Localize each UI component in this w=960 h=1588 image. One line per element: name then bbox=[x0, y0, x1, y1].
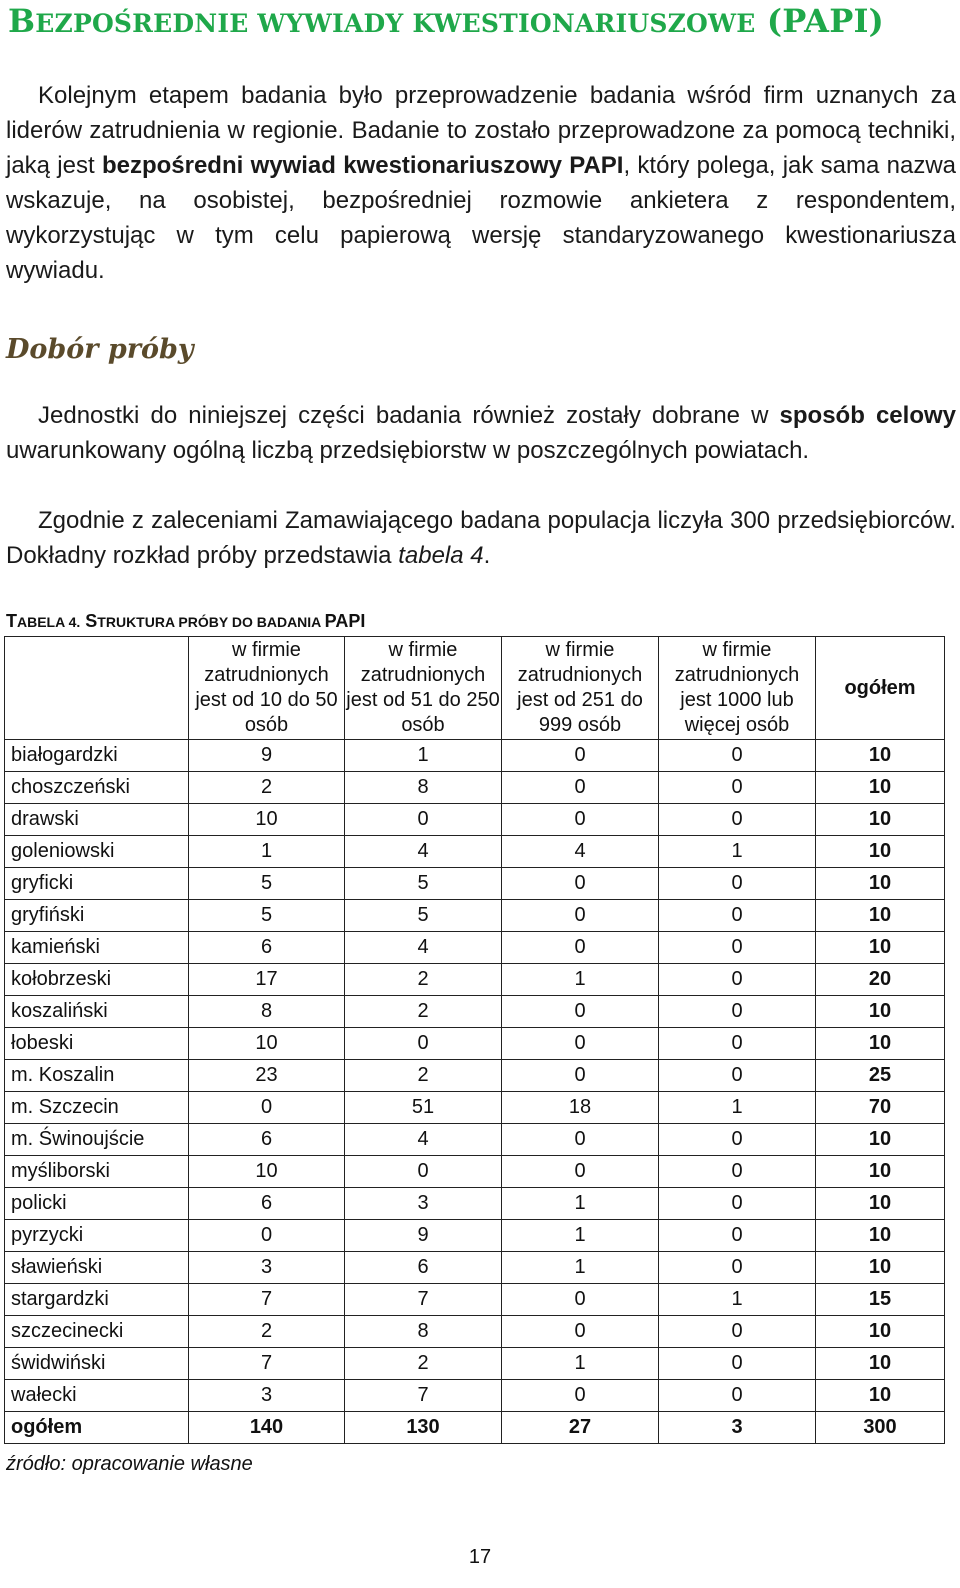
value-cell: 0 bbox=[502, 804, 659, 836]
caption-small-1: ABELA 4. bbox=[17, 614, 81, 630]
total-cell: 10 bbox=[816, 1028, 945, 1060]
value-cell: 0 bbox=[502, 740, 659, 772]
region-cell: gryficki bbox=[5, 868, 189, 900]
value-cell: 4 bbox=[502, 836, 659, 868]
total-cell: 10 bbox=[816, 1252, 945, 1284]
value-cell: 1 bbox=[659, 1092, 816, 1124]
total-cell: 10 bbox=[816, 1188, 945, 1220]
value-cell: 0 bbox=[659, 900, 816, 932]
region-cell: m. Koszalin bbox=[5, 1060, 189, 1092]
sampling-bold: sposób celowy bbox=[779, 402, 956, 429]
value-cell: 7 bbox=[189, 1284, 345, 1316]
table-row bbox=[5, 1124, 945, 1156]
table-row bbox=[5, 932, 945, 964]
table-row bbox=[5, 836, 945, 868]
caption-small-2: TRUKTURA PRÓBY DO BADANIA bbox=[97, 614, 325, 630]
total-cell: 10 bbox=[816, 900, 945, 932]
value-cell: 51 bbox=[345, 1092, 502, 1124]
value-cell: 8 bbox=[189, 996, 345, 1028]
value-cell: 0 bbox=[502, 772, 659, 804]
region-cell: choszczeński bbox=[5, 772, 189, 804]
region-cell: łobeski bbox=[5, 1028, 189, 1060]
total-cell: 25 bbox=[816, 1060, 945, 1092]
value-cell: 5 bbox=[189, 900, 345, 932]
region-cell: białogardzki bbox=[5, 740, 189, 772]
page-title bbox=[8, 2, 948, 40]
total-cell: 10 bbox=[816, 996, 945, 1028]
value-cell: 0 bbox=[659, 1220, 816, 1252]
value-cell: 0 bbox=[502, 1284, 659, 1316]
value-cell: 6 bbox=[189, 932, 345, 964]
value-cell: 0 bbox=[659, 1380, 816, 1412]
region-cell: stargardzki bbox=[5, 1284, 189, 1316]
value-cell: 2 bbox=[345, 1348, 502, 1380]
header-total: ogółem bbox=[816, 637, 945, 740]
value-cell: 7 bbox=[345, 1380, 502, 1412]
value-cell: 0 bbox=[659, 1252, 816, 1284]
value-cell: 1 bbox=[502, 1220, 659, 1252]
table-row bbox=[5, 996, 945, 1028]
value-cell: 0 bbox=[659, 1060, 816, 1092]
table-row bbox=[5, 740, 945, 772]
table-row bbox=[5, 1284, 945, 1316]
value-cell: 5 bbox=[189, 868, 345, 900]
value-cell: 0 bbox=[659, 1028, 816, 1060]
intro-text-b: , który polega, jak sama nazwa wskazuje, na osobistej, bezpośredniej rozmowie ankietera z respondentem, wykorzystując w tym celu papierową wersję standaryzowanego kwestionariusza wywiadu. bbox=[6, 152, 956, 284]
region-cell: myśliborski bbox=[5, 1156, 189, 1188]
value-cell: 0 bbox=[659, 804, 816, 836]
region-cell: ogółem bbox=[5, 1412, 189, 1444]
value-cell: 2 bbox=[189, 1316, 345, 1348]
value-cell: 0 bbox=[189, 1220, 345, 1252]
value-cell: 4 bbox=[345, 1124, 502, 1156]
value-cell: 17 bbox=[189, 964, 345, 996]
table-row bbox=[5, 900, 945, 932]
population-italic: tabela 4 bbox=[398, 542, 484, 569]
table-row bbox=[5, 772, 945, 804]
value-cell: 0 bbox=[502, 1124, 659, 1156]
value-cell: 2 bbox=[345, 1060, 502, 1092]
total-cell: 10 bbox=[816, 740, 945, 772]
value-cell: 0 bbox=[659, 964, 816, 996]
value-cell: 2 bbox=[345, 996, 502, 1028]
total-cell: 10 bbox=[816, 1316, 945, 1348]
header-1000-plus: w firmie zatrudnionych jest 1000 lub więcej osób bbox=[659, 637, 816, 740]
intro-bold: bezpośredni wywiad kwestionariuszowy PAPI bbox=[101, 152, 624, 179]
table-body bbox=[5, 740, 945, 1444]
region-cell: m. Szczecin bbox=[5, 1092, 189, 1124]
value-cell: 0 bbox=[502, 1156, 659, 1188]
value-cell: 1 bbox=[345, 740, 502, 772]
value-cell: 1 bbox=[659, 1284, 816, 1316]
value-cell: 1 bbox=[659, 836, 816, 868]
table-row bbox=[5, 1188, 945, 1220]
value-cell: 4 bbox=[345, 836, 502, 868]
caption-tail: PAPI bbox=[324, 611, 366, 631]
header-51-250: w firmie zatrudnionych jest od 51 do 250 osób bbox=[345, 637, 502, 740]
total-cell: 10 bbox=[816, 1348, 945, 1380]
value-cell: 0 bbox=[502, 932, 659, 964]
value-cell: 1 bbox=[502, 1252, 659, 1284]
value-cell: 0 bbox=[659, 932, 816, 964]
table-total-row bbox=[5, 1412, 945, 1444]
value-cell: 6 bbox=[189, 1188, 345, 1220]
population-text-a: Zgodnie z zaleceniami Zamawiającego badana populacja liczyła 300 przedsiębiorców. Dokładny rozkład próby przedstawia bbox=[6, 507, 956, 569]
table-row bbox=[5, 1348, 945, 1380]
sampling-paragraph bbox=[6, 398, 956, 468]
value-cell: 1 bbox=[502, 1348, 659, 1380]
population-paragraph bbox=[6, 503, 956, 573]
value-cell: 0 bbox=[502, 900, 659, 932]
total-cell: 10 bbox=[816, 1220, 945, 1252]
region-cell: kamieński bbox=[5, 932, 189, 964]
total-cell: 10 bbox=[816, 836, 945, 868]
header-empty bbox=[5, 637, 189, 740]
table-row bbox=[5, 1028, 945, 1060]
value-cell: 0 bbox=[502, 1060, 659, 1092]
value-cell: 0 bbox=[659, 740, 816, 772]
value-cell: 8 bbox=[345, 772, 502, 804]
table-row bbox=[5, 964, 945, 996]
value-cell: 0 bbox=[502, 1028, 659, 1060]
region-cell: policki bbox=[5, 1188, 189, 1220]
value-cell: 18 bbox=[502, 1092, 659, 1124]
value-cell: 10 bbox=[189, 804, 345, 836]
region-cell: kołobrzeski bbox=[5, 964, 189, 996]
value-cell: 0 bbox=[659, 1348, 816, 1380]
value-cell: 3 bbox=[189, 1380, 345, 1412]
value-cell: 1 bbox=[502, 1188, 659, 1220]
region-cell: goleniowski bbox=[5, 836, 189, 868]
region-cell: szczecinecki bbox=[5, 1316, 189, 1348]
value-cell: 3 bbox=[345, 1188, 502, 1220]
value-cell: 0 bbox=[659, 772, 816, 804]
value-cell: 0 bbox=[345, 1028, 502, 1060]
value-cell: 9 bbox=[189, 740, 345, 772]
sampling-text-a: Jednostki do niniejszej części badania również zostały dobrane w bbox=[38, 402, 780, 429]
total-cell: 300 bbox=[816, 1412, 945, 1444]
value-cell: 3 bbox=[189, 1252, 345, 1284]
table-caption bbox=[6, 611, 365, 632]
total-cell: 20 bbox=[816, 964, 945, 996]
table-row bbox=[5, 1060, 945, 1092]
source-note: źródło: opracowanie własne bbox=[6, 1453, 253, 1475]
region-cell: sławieński bbox=[5, 1252, 189, 1284]
total-cell: 10 bbox=[816, 772, 945, 804]
total-cell: 10 bbox=[816, 1124, 945, 1156]
region-cell: gryfiński bbox=[5, 900, 189, 932]
value-cell: 130 bbox=[345, 1412, 502, 1444]
value-cell: 6 bbox=[189, 1124, 345, 1156]
value-cell: 0 bbox=[502, 1380, 659, 1412]
value-cell: 0 bbox=[659, 1156, 816, 1188]
value-cell: 0 bbox=[659, 1316, 816, 1348]
value-cell: 0 bbox=[345, 1156, 502, 1188]
value-cell: 0 bbox=[659, 1124, 816, 1156]
value-cell: 1 bbox=[502, 964, 659, 996]
value-cell: 23 bbox=[189, 1060, 345, 1092]
region-cell: drawski bbox=[5, 804, 189, 836]
value-cell: 27 bbox=[502, 1412, 659, 1444]
table-row bbox=[5, 1252, 945, 1284]
intro-text-a: Kolejnym etapem badania było przeprowadzenie badania wśród firm uznanych za liderów zatrudnienia w regionie. Badanie to zostało przeprowadzone za pomocą techniki, jaką jest bbox=[6, 82, 956, 179]
total-cell: 10 bbox=[816, 804, 945, 836]
title-cap: B bbox=[8, 2, 36, 40]
region-cell: m. Świnoujście bbox=[5, 1124, 189, 1156]
value-cell: 0 bbox=[659, 996, 816, 1028]
total-cell: 10 bbox=[816, 868, 945, 900]
table-row bbox=[5, 1316, 945, 1348]
total-cell: 10 bbox=[816, 1380, 945, 1412]
header-10-50: w firmie zatrudnionych jest od 10 do 50 osób bbox=[189, 637, 345, 740]
region-cell: pyrzycki bbox=[5, 1220, 189, 1252]
region-cell: koszaliński bbox=[5, 996, 189, 1028]
sample-structure-table bbox=[4, 636, 945, 1444]
total-cell: 70 bbox=[816, 1092, 945, 1124]
header-251-999: w firmie zatrudnionych jest od 251 do 999 osób bbox=[502, 637, 659, 740]
value-cell: 140 bbox=[189, 1412, 345, 1444]
table-row bbox=[5, 1092, 945, 1124]
caption-cap-2: S bbox=[80, 611, 98, 631]
region-cell: świdwiński bbox=[5, 1348, 189, 1380]
region-cell: wałecki bbox=[5, 1380, 189, 1412]
value-cell: 5 bbox=[345, 868, 502, 900]
value-cell: 0 bbox=[659, 868, 816, 900]
section-heading: Dobór próby bbox=[6, 334, 194, 365]
value-cell: 8 bbox=[345, 1316, 502, 1348]
title-tail: (PAPI) bbox=[766, 2, 884, 40]
value-cell: 2 bbox=[345, 964, 502, 996]
value-cell: 10 bbox=[189, 1028, 345, 1060]
value-cell: 0 bbox=[189, 1092, 345, 1124]
table-row bbox=[5, 1220, 945, 1252]
intro-paragraph bbox=[6, 78, 956, 288]
sampling-text-b: uwarunkowany ogólną liczbą przedsiębiorstw w poszczególnych powiatach. bbox=[6, 437, 810, 464]
value-cell: 4 bbox=[345, 932, 502, 964]
value-cell: 0 bbox=[502, 868, 659, 900]
table-row bbox=[5, 868, 945, 900]
value-cell: 7 bbox=[189, 1348, 345, 1380]
population-text-b: . bbox=[483, 542, 491, 569]
value-cell: 6 bbox=[345, 1252, 502, 1284]
title-rest: EZPOŚREDNIE WYWIADY KWESTIONARIUSZOWE bbox=[35, 9, 756, 38]
value-cell: 0 bbox=[659, 1188, 816, 1220]
value-cell: 0 bbox=[502, 1316, 659, 1348]
total-cell: 10 bbox=[816, 932, 945, 964]
table-row bbox=[5, 1156, 945, 1188]
total-cell: 15 bbox=[816, 1284, 945, 1316]
value-cell: 7 bbox=[345, 1284, 502, 1316]
value-cell: 1 bbox=[189, 836, 345, 868]
table-header-row bbox=[5, 637, 945, 740]
table-row bbox=[5, 804, 945, 836]
value-cell: 9 bbox=[345, 1220, 502, 1252]
caption-cap-1: T bbox=[6, 611, 17, 631]
total-cell: 10 bbox=[816, 1156, 945, 1188]
value-cell: 2 bbox=[189, 772, 345, 804]
value-cell: 0 bbox=[345, 804, 502, 836]
value-cell: 3 bbox=[659, 1412, 816, 1444]
page-number: 17 bbox=[468, 1546, 492, 1568]
value-cell: 10 bbox=[189, 1156, 345, 1188]
value-cell: 5 bbox=[345, 900, 502, 932]
table-row bbox=[5, 1380, 945, 1412]
value-cell: 0 bbox=[502, 996, 659, 1028]
